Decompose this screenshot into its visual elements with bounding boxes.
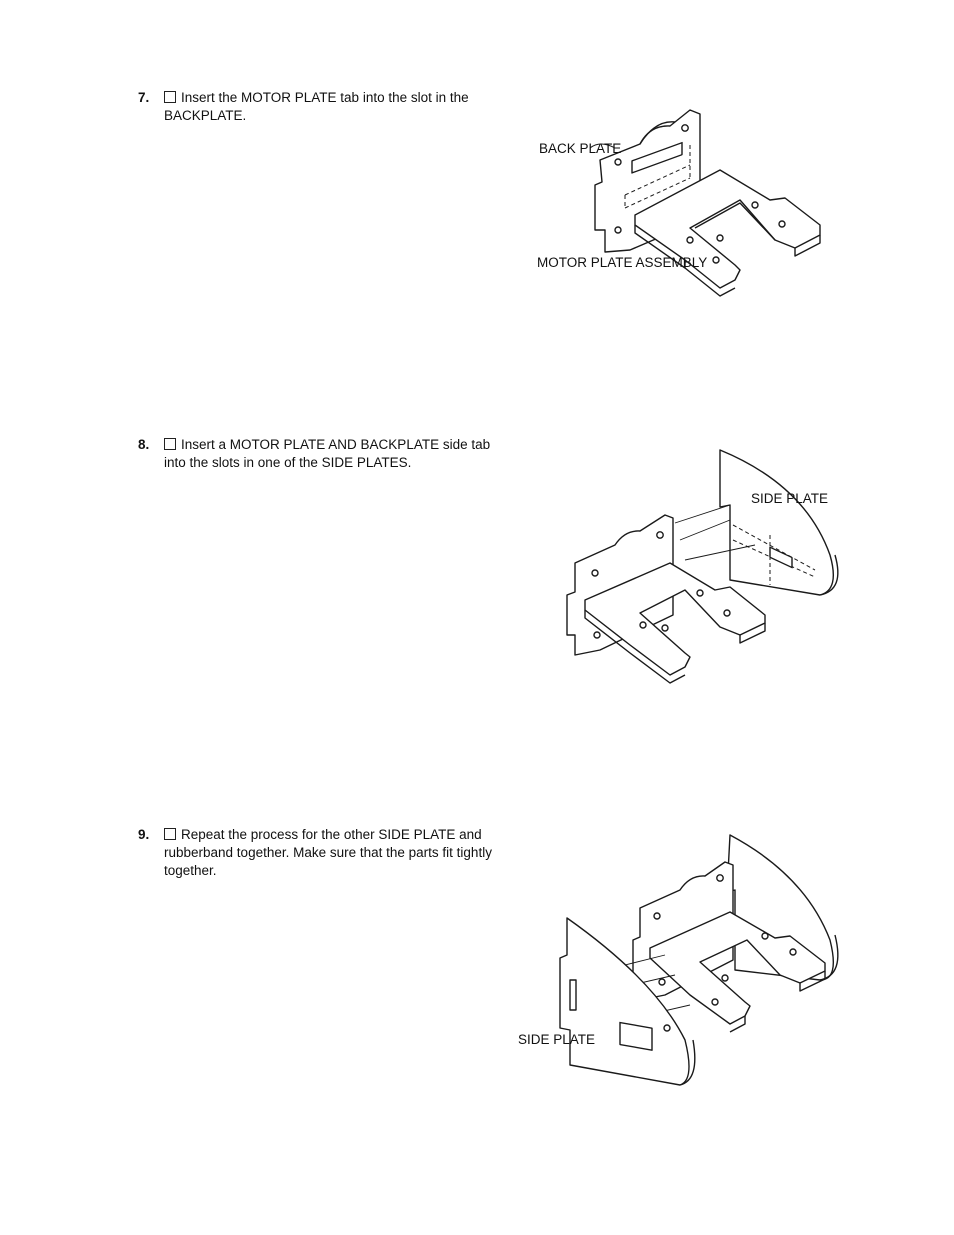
step-8 — [138, 436, 503, 472]
step-7 — [138, 89, 503, 125]
checkbox-icon[interactable] — [164, 91, 176, 103]
figure-step-7 — [530, 100, 850, 300]
step-text: Insert the MOTOR PLATE tab into the slot in the BACKPLATE. — [164, 90, 469, 123]
checkbox-icon[interactable] — [164, 438, 176, 450]
checkbox-icon[interactable] — [164, 828, 176, 840]
backplate-motorplate-illustration — [530, 100, 850, 300]
step-text: Repeat the process for the other SIDE PLATE and rubberband together. Make sure that the parts fit tightly together. — [164, 827, 492, 878]
assembled-frame-illustration — [515, 830, 855, 1090]
figure-step-8 — [555, 445, 855, 685]
step-text: Insert a MOTOR PLATE AND BACKPLATE side tab into the slots in one of the SIDE PLATES. — [164, 437, 491, 470]
label-back-plate: BACK PLATE — [539, 141, 622, 156]
label-motor-plate-assembly: MOTOR PLATE ASSEMBLY — [537, 255, 708, 270]
step-9 — [138, 826, 503, 880]
side-plate-insertion-illustration — [555, 445, 855, 685]
step-number: 9. — [138, 827, 150, 842]
label-side-plate: SIDE PLATE — [518, 1032, 596, 1047]
step-number: 7. — [138, 90, 150, 105]
figure-step-9 — [515, 830, 855, 1090]
step-number: 8. — [138, 437, 150, 452]
label-side-plate: SIDE PLATE — [751, 491, 829, 506]
